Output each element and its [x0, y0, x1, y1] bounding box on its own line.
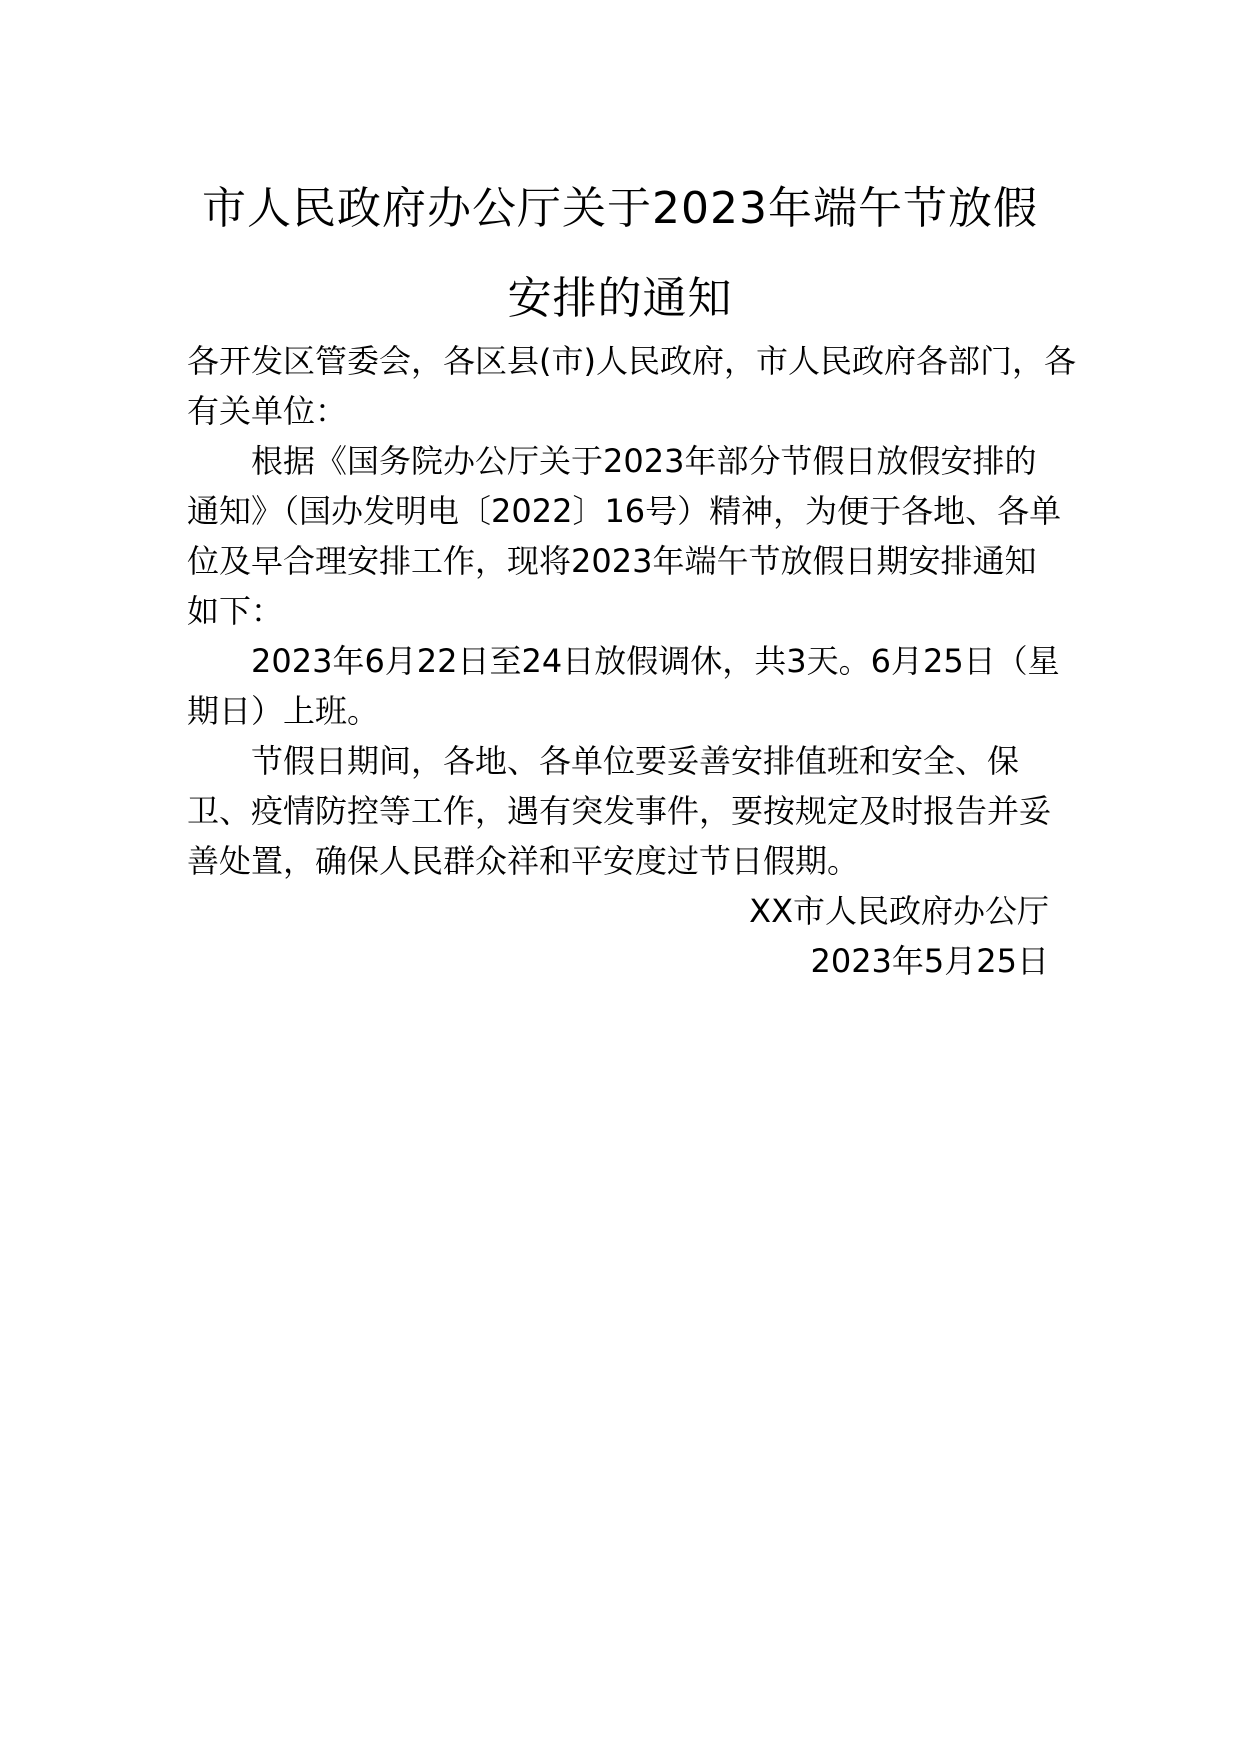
document-title-line-2: 安排的通知: [507, 273, 733, 324]
salutation: 各开发区管委会，各区县(市)人民政府，市人民政府各部门，各有关单位：: [187, 342, 1076, 430]
document-title-line-1: 市人民政府办公厅关于2023年端午节放假: [202, 183, 1038, 234]
issuer: XX市人民政府办公厅: [749, 892, 1049, 930]
paragraph-holiday-dates: 2023年6月22日至24日放假调休，共3天。6月25日（星期日）上班。: [187, 642, 1060, 730]
paragraph-basis: 根据《国务院办公厅关于2023年部分节假日放假安排的通知》（国办发明电〔2022〕16号）精神，为便于各地、各单位及早合理安排工作，现将2023年端午节放假日期安排通知如下：: [187, 442, 1062, 630]
paragraph-duty-arrangements: 节假日期间，各地、各单位要妥善安排值班和安全、保卫、疫情防控等工作，遇有突发事件，要按规定及时报告并妥善处置，确保人民群众祥和平安度过节日假期。: [187, 742, 1052, 880]
issue-date: 2023年5月25日: [810, 942, 1049, 980]
document-body: [187, 336, 1076, 986]
